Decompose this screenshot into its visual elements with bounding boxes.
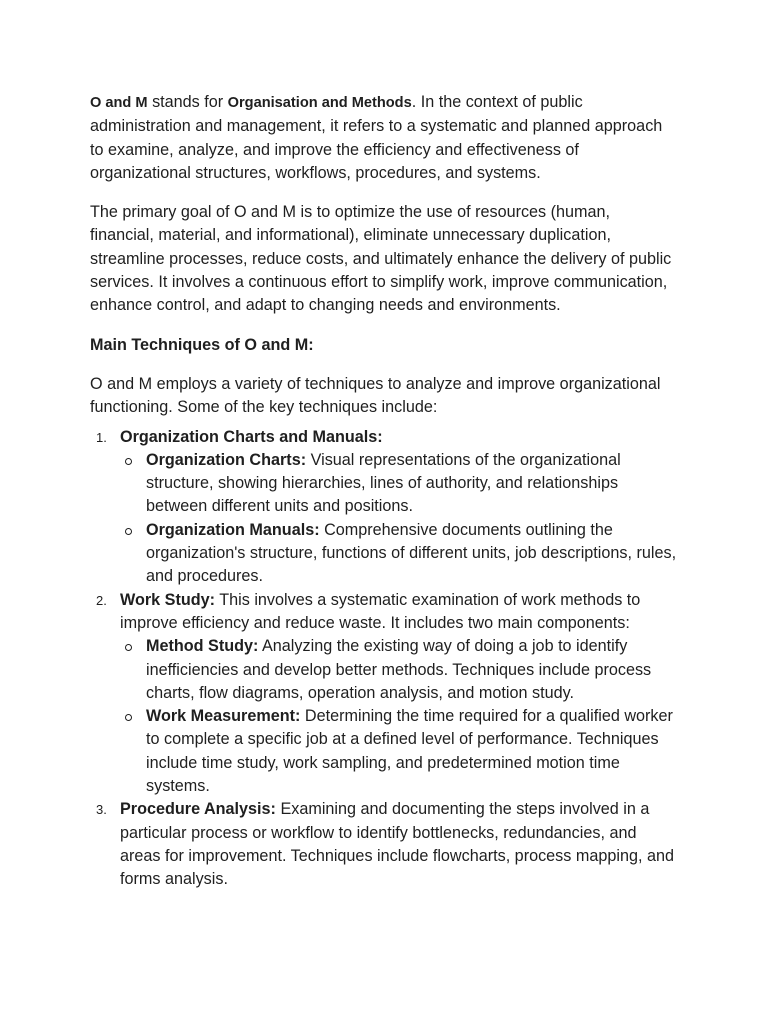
sub-item-title: Organization Charts:: [146, 450, 307, 469]
hollow-bullet-icon: [125, 644, 132, 651]
hollow-bullet-icon: [125, 458, 132, 465]
technique-title: Work Study:: [120, 590, 216, 609]
technique-item: [90, 798, 678, 891]
techniques-heading: Main Techniques of O and M:: [90, 335, 314, 354]
technique-item: [90, 426, 678, 589]
technique-sublist: [120, 449, 678, 589]
intro-stands-for: stands for: [147, 93, 228, 111]
sub-item-title: Method Study:: [146, 637, 259, 656]
hollow-bullet-icon: [125, 714, 132, 721]
technique-text: Examining and documenting the steps involved in a particular process or workflow to identify bottlenecks, redundancies, and areas for improvement. Techniques include flowcharts, process mapping, and forms analysis.: [120, 800, 674, 889]
sub-item-title: Organization Manuals:: [146, 520, 320, 539]
intro-rest: . In the context of public administration and management, it refers to a systematic and planned approach to examine, analyze, and improve the efficiency and effectiveness of organizational structures, workflows, procedures, and systems.: [90, 93, 663, 182]
technique-title: Procedure Analysis:: [120, 800, 276, 819]
technique-number: 1.: [96, 429, 107, 445]
techniques-list: [90, 426, 678, 892]
hollow-bullet-icon: [125, 528, 132, 535]
goal-paragraph: The primary goal of O and M is to optimize the use of resources (human, financial, material, and informational), eliminate unnecessary duplication, streamline processes, reduce costs, and ultimately enhance the delivery of public services. It involves a continuous effort to simplify work, improve communication, enhance control, and adapt to changing needs and environments.: [90, 203, 672, 315]
technique-item: [90, 589, 678, 799]
sub-item-text: Visual representations of the organizational structure, showing hierarchies, lines of authority, and relationships between different units and positions.: [146, 450, 621, 516]
technique-number: 2.: [96, 592, 107, 608]
sub-item-text: Comprehensive documents outlining the organization's structure, functions of different units, job descriptions, rules, and procedures.: [146, 520, 677, 586]
technique-number: 3.: [96, 802, 107, 818]
technique-title: Organization Charts and Manuals:: [120, 427, 383, 446]
sub-item: [120, 519, 678, 589]
intro-paragraph: [90, 91, 678, 185]
sub-item: [120, 635, 678, 705]
sub-item-text: Determining the time required for a qualified worker to complete a specific job at a defined level of performance. Techniques include time study, work sampling, and predetermined motion time systems.: [146, 707, 673, 796]
technique-sublist: [120, 635, 678, 798]
intro-term: O and M: [90, 95, 148, 111]
techniques-intro: O and M employs a variety of techniques to analyze and improve organizational functioning. Some of the key techniques include:: [90, 374, 661, 417]
intro-expansion: Organisation and Methods: [227, 95, 412, 111]
sub-item-title: Work Measurement:: [146, 707, 301, 726]
sub-item: [120, 449, 678, 519]
sub-item: [120, 705, 678, 798]
technique-text: This involves a systematic examination of work methods to improve efficiency and reduce waste. It includes two main components:: [120, 590, 641, 632]
sub-item-text: Analyzing the existing way of doing a job to identify inefficiencies and develop better methods. Techniques include process charts, flow diagrams, operation analysis, and motion study.: [146, 637, 652, 702]
